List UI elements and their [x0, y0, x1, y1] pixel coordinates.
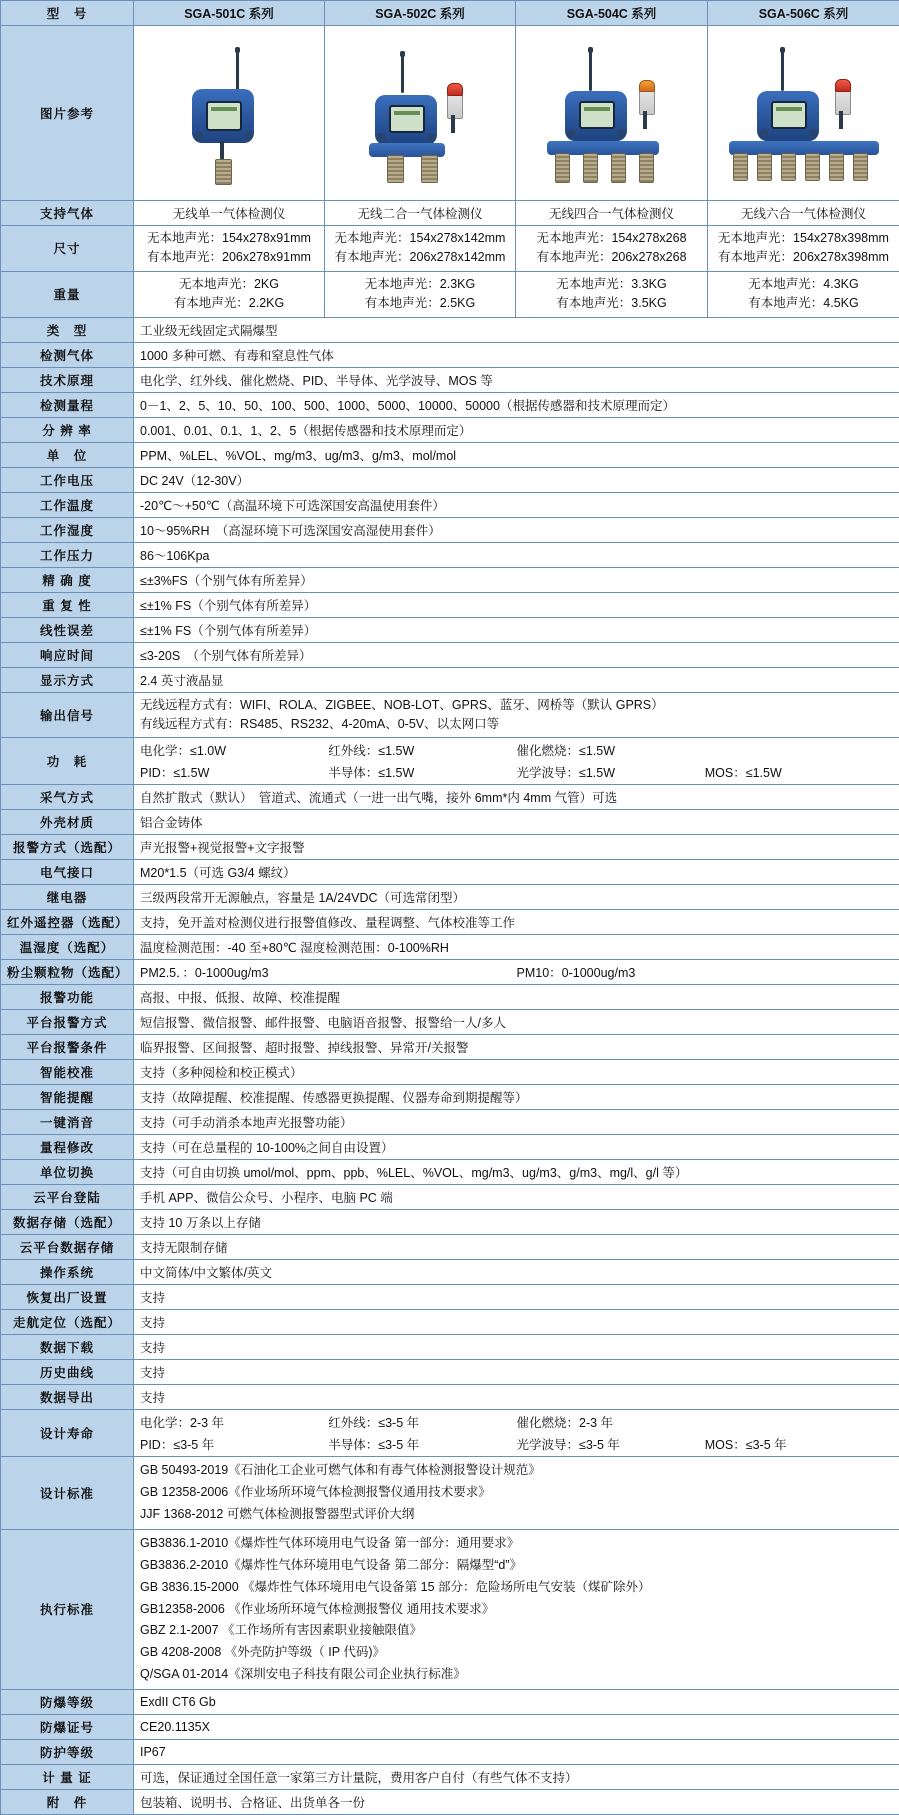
- ip-level-label: 防护等级: [1, 1740, 134, 1765]
- work-temp-label: 工作温度: [1, 492, 134, 517]
- lifetime-item-8: MOS：≤3-5 年: [705, 1435, 893, 1453]
- cloud-login-value: 手机 APP、微信公众号、小程序、电脑 PC 端: [134, 1185, 899, 1210]
- output-wired: 有线远程方式有：RS485、RS232、4-20mA、0-5V、以太网口等: [140, 715, 893, 734]
- data-store-label: 数据存储（选配）: [1, 1210, 134, 1235]
- size-1-no-alarm: 无本地声光：154x278x91mm: [140, 229, 318, 248]
- power-item-3: 催化燃烧：≤1.5W: [517, 741, 705, 759]
- size-1-with-alarm: 有本地声光：206x278x91mm: [140, 248, 318, 267]
- accuracy-label: 精 确 度: [1, 567, 134, 592]
- sampling-value: 自然扩散式（默认） 管道式、流通式（一进一出气嘴，接外 6mm*内 4mm 气管）可选: [134, 785, 899, 810]
- accessories-value: 包装箱、说明书、合格证、出货单各一份: [134, 1790, 899, 1815]
- relay-label: 继电器: [1, 885, 134, 910]
- weight-col-3: [516, 271, 708, 317]
- resolution-row: [1, 417, 899, 442]
- tech-principle-row: [1, 367, 899, 392]
- weight-row: [1, 271, 899, 317]
- temp-humidity-label: 温湿度（选配）: [1, 935, 134, 960]
- data-export-value: 支持: [134, 1385, 899, 1410]
- gps-row: [1, 1310, 899, 1335]
- repeat-value: ≤±1% FS（个别气体有所差异）: [134, 592, 899, 617]
- work-temp-row: [1, 492, 899, 517]
- power-item-6: 半导体：≤1.5W: [328, 763, 516, 781]
- model-label: 型 号: [1, 1, 134, 26]
- design-standard-item-3: JJF 1368-2012 可燃气体检测报警器型式评价大纲: [140, 1504, 893, 1526]
- device-image-501c: [134, 26, 325, 201]
- smart-calibration-label: 智能校准: [1, 1060, 134, 1085]
- shell-value: 铝合金铸体: [134, 810, 899, 835]
- history-curve-value: 支持: [134, 1360, 899, 1385]
- execution-standard-item-1: GB3836.1-2010《爆炸性气体环境用电气设备 第一部分：通用要求》: [140, 1533, 893, 1555]
- size-2-with-alarm: 有本地声光：206x278x142mm: [331, 248, 509, 267]
- resolution-label: 分 辨 率: [1, 417, 134, 442]
- size-4-no-alarm: 无本地声光：154x278x398mm: [714, 229, 893, 248]
- linear-error-row: [1, 617, 899, 642]
- response-row: [1, 642, 899, 667]
- data-download-value: 支持: [134, 1335, 899, 1360]
- design-standard-item-2: GB 12358-2006《作业场所环境气体检测报警仪通用技术要求》: [140, 1482, 893, 1504]
- voltage-value: DC 24V（12-30V）: [134, 467, 899, 492]
- power-label: 功 耗: [1, 738, 134, 785]
- gps-value: 支持: [134, 1310, 899, 1335]
- tech-principle-label: 技术原理: [1, 367, 134, 392]
- image-reference-row: [1, 26, 899, 201]
- resolution-value: 0.001、0.01、0.1、1、2、5（根据传感器和技术原理而定）: [134, 417, 899, 442]
- linear-error-value: ≤±1% FS（个别气体有所差异）: [134, 617, 899, 642]
- cloud-login-row: [1, 1185, 899, 1210]
- temp-humidity-value: 温度检测范围：-40 至+80℃ 湿度检测范围：0-100%RH: [134, 935, 899, 960]
- model-col-1: SGA-501C 系列: [134, 1, 325, 26]
- ex-cert-row: [1, 1715, 899, 1740]
- output-signal-label: 输出信号: [1, 692, 134, 738]
- device-image-506c: [708, 26, 899, 201]
- lifetime-item-5: PID：≤3-5 年: [140, 1435, 328, 1453]
- detect-gas-value: 1000 多种可燃、有毒和窒息性气体: [134, 342, 899, 367]
- work-pressure-row: [1, 542, 899, 567]
- range-modify-value: 支持（可在总量程的 10-100%之间自由设置）: [134, 1135, 899, 1160]
- support-gas-1: 无线单一气体检测仪: [134, 201, 325, 226]
- dust-row: [1, 960, 899, 985]
- alarm-mode-value: 声光报警+视觉报警+文字报警: [134, 835, 899, 860]
- ex-level-label: 防爆等级: [1, 1690, 134, 1715]
- size-col-4: [708, 226, 899, 272]
- alarm-func-value: 高报、中报、低报、故障、校准提醒: [134, 985, 899, 1010]
- device-image-504c: [516, 26, 708, 201]
- lifetime-item-3: 催化燃烧：2-3 年: [517, 1413, 705, 1431]
- ex-cert-label: 防爆证号: [1, 1715, 134, 1740]
- smart-remind-value: 支持（故障提醒、校准提醒、传感器更换提醒、仪器寿命到期提醒等）: [134, 1085, 899, 1110]
- design-standard-row: [1, 1457, 899, 1530]
- os-row: [1, 1260, 899, 1285]
- lifetime-item-2: 红外线：≤3-5 年: [328, 1413, 516, 1431]
- size-label: 尺寸: [1, 226, 134, 272]
- size-2-no-alarm: 无本地声光：154x278x142mm: [331, 229, 509, 248]
- data-store-value: 支持 10 万条以上存储: [134, 1210, 899, 1235]
- size-4-with-alarm: 有本地声光：206x278x398mm: [714, 248, 893, 267]
- data-download-label: 数据下载: [1, 1335, 134, 1360]
- power-row: [1, 738, 899, 785]
- lifetime-item-6: 半导体：≤3-5 年: [328, 1435, 516, 1453]
- metrology-row: [1, 1765, 899, 1790]
- accuracy-row: [1, 567, 899, 592]
- ip-level-row: [1, 1740, 899, 1765]
- os-value: 中文简体/中文繁体/英文: [134, 1260, 899, 1285]
- weight-col-4: [708, 271, 899, 317]
- metrology-label: 计 量 证: [1, 1765, 134, 1790]
- platform-condition-value: 临界报警、区间报警、超时报警、掉线报警、异常开/关报警: [134, 1035, 899, 1060]
- weight-label: 重量: [1, 271, 134, 317]
- smart-calibration-row: [1, 1060, 899, 1085]
- ex-level-value: ExdII CT6 Gb: [134, 1690, 899, 1715]
- power-item-1: 电化学：≤1.0W: [140, 741, 328, 759]
- temp-humidity-row: [1, 935, 899, 960]
- mute-label: 一键消音: [1, 1110, 134, 1135]
- size-col-3: [516, 226, 708, 272]
- weight-1-with-alarm: 有本地声光：2.2KG: [140, 294, 318, 313]
- history-curve-label: 历史曲线: [1, 1360, 134, 1385]
- range-modify-label: 量程修改: [1, 1135, 134, 1160]
- smart-calibration-value: 支持（多种阅检和校正模式）: [134, 1060, 899, 1085]
- smart-remind-row: [1, 1085, 899, 1110]
- range-row: [1, 392, 899, 417]
- response-label: 响应时间: [1, 642, 134, 667]
- unit-switch-row: [1, 1160, 899, 1185]
- os-label: 操作系统: [1, 1260, 134, 1285]
- factory-reset-label: 恢复出厂设置: [1, 1285, 134, 1310]
- lifetime-item-7: 光学波导：≤3-5 年: [517, 1435, 705, 1453]
- voltage-row: [1, 467, 899, 492]
- cloud-store-label: 云平台数据存储: [1, 1235, 134, 1260]
- execution-standard-item-2: GB3836.2-2010《爆炸性气体环境用电气设备 第二部分：隔爆型“d”》: [140, 1555, 893, 1577]
- electrical-port-row: [1, 860, 899, 885]
- platform-alarm-row: [1, 1010, 899, 1035]
- output-signal-value: [134, 692, 899, 738]
- range-value: 0－1、2、5、10、50、100、500、1000、5000、10000、50000（根据传感器和技术原理而定）: [134, 392, 899, 417]
- weight-4-no-alarm: 无本地声光：4.3KG: [714, 275, 893, 294]
- display-value: 2.4 英寸液晶显: [134, 667, 899, 692]
- lifetime-value: [134, 1410, 899, 1457]
- metrology-value: 可选，保证通过全国任意一家第三方计量院，费用客户自付（有些气体不支持）: [134, 1765, 899, 1790]
- linear-error-label: 线性误差: [1, 617, 134, 642]
- work-temp-value: -20℃～+50℃（高温环境下可选深国安高温使用套件）: [134, 492, 899, 517]
- execution-standard-row: [1, 1529, 899, 1689]
- image-ref-label: 图片参考: [1, 26, 134, 201]
- mute-row: [1, 1110, 899, 1135]
- ir-remote-label: 红外遥控器（选配）: [1, 910, 134, 935]
- history-curve-row: [1, 1360, 899, 1385]
- size-col-1: [134, 226, 325, 272]
- work-humidity-label: 工作湿度: [1, 517, 134, 542]
- weight-3-no-alarm: 无本地声光：3.3KG: [522, 275, 701, 294]
- relay-value: 三级两段常开无源触点，容量是 1A/24VDC（可选常闭型）: [134, 885, 899, 910]
- mute-value: 支持（可手动消杀本地声光报警功能）: [134, 1110, 899, 1135]
- platform-alarm-value: 短信报警、微信报警、邮件报警、电脑语音报警、报警给一人/多人: [134, 1010, 899, 1035]
- range-modify-row: [1, 1135, 899, 1160]
- ex-cert-value: CE20.1135X: [134, 1715, 899, 1740]
- execution-standard-item-7: Q/SGA 01-2014《深圳安电子科技有限公司企业执行标准》: [140, 1664, 893, 1686]
- factory-reset-value: 支持: [134, 1285, 899, 1310]
- support-gas-label: 支持气体: [1, 201, 134, 226]
- unit-label: 单 位: [1, 442, 134, 467]
- platform-condition-label: 平台报警条件: [1, 1035, 134, 1060]
- display-row: [1, 667, 899, 692]
- data-export-row: [1, 1385, 899, 1410]
- size-3-no-alarm: 无本地声光：154x278x268: [522, 229, 701, 248]
- support-gas-2: 无线二合一气体检测仪: [325, 201, 516, 226]
- execution-standard-item-5: GBZ 2.1-2007 《工作场所有害因素职业接触限值》: [140, 1620, 893, 1642]
- ir-remote-value: 支持，免开盖对检测仪进行报警值修改、量程调整、气体校准等工作: [134, 910, 899, 935]
- shell-label: 外壳材质: [1, 810, 134, 835]
- type-label: 类 型: [1, 317, 134, 342]
- work-pressure-value: 86～106Kpa: [134, 542, 899, 567]
- range-label: 检测量程: [1, 392, 134, 417]
- work-humidity-row: [1, 517, 899, 542]
- model-col-3: SGA-504C 系列: [516, 1, 708, 26]
- alarm-mode-label: 报警方式（选配）: [1, 835, 134, 860]
- power-item-4: [705, 741, 893, 759]
- sampling-label: 采气方式: [1, 785, 134, 810]
- execution-standard-item-6: GB 4208-2008 《外壳防护等级（ IP 代码)》: [140, 1642, 893, 1664]
- ex-level-row: [1, 1690, 899, 1715]
- design-standard-item-1: GB 50493-2019《石油化工企业可燃气体和有毒气体检测报警设计规范》: [140, 1460, 893, 1482]
- lifetime-item-4: [705, 1413, 893, 1431]
- design-standard-label: 设计标准: [1, 1457, 134, 1530]
- electrical-port-value: M20*1.5（可选 G3/4 螺纹）: [134, 860, 899, 885]
- weight-2-with-alarm: 有本地声光：2.5KG: [331, 294, 509, 313]
- unit-switch-value: 支持（可自由切换 umol/mol、ppm、ppb、%LEL、%VOL、mg/m3、ug/m3、g/m3、mg/l、g/l 等）: [134, 1160, 899, 1185]
- cloud-store-value: 支持无限制存储: [134, 1235, 899, 1260]
- electrical-port-label: 电气接口: [1, 860, 134, 885]
- dust-label: 粉尘颗粒物（选配）: [1, 960, 134, 985]
- voltage-label: 工作电压: [1, 467, 134, 492]
- smart-remind-label: 智能提醒: [1, 1085, 134, 1110]
- device-image-502c: [325, 26, 516, 201]
- power-value: [134, 738, 899, 785]
- detect-gas-label: 检测气体: [1, 342, 134, 367]
- execution-standard-item-4: GB12358-2006 《作业场所环境气体检测报警仪 通用技术要求》: [140, 1599, 893, 1621]
- output-signal-row: [1, 692, 899, 738]
- power-item-8: MOS：≤1.5W: [705, 763, 893, 781]
- unit-row: [1, 442, 899, 467]
- size-3-with-alarm: 有本地声光：206x278x268: [522, 248, 701, 267]
- size-row: [1, 226, 899, 272]
- ip-level-value: IP67: [134, 1740, 899, 1765]
- repeat-row: [1, 592, 899, 617]
- sampling-row: [1, 785, 899, 810]
- accessories-label: 附 件: [1, 1790, 134, 1815]
- unit-value: PPM、%LEL、%VOL、mg/m3、ug/m3、g/m3、mol/mol: [134, 442, 899, 467]
- cloud-store-row: [1, 1235, 899, 1260]
- detect-gas-row: [1, 342, 899, 367]
- weight-col-1: [134, 271, 325, 317]
- alarm-func-row: [1, 985, 899, 1010]
- alarm-mode-row: [1, 835, 899, 860]
- weight-1-no-alarm: 无本地声光：2KG: [140, 275, 318, 294]
- model-col-2: SGA-502C 系列: [325, 1, 516, 26]
- unit-switch-label: 单位切换: [1, 1160, 134, 1185]
- ir-remote-row: [1, 910, 899, 935]
- table-header-row: [1, 1, 899, 26]
- output-wireless: 无线远程方式有：WIFI、ROLA、ZIGBEE、NOB-LOT、GPRS、蓝牙、网桥等（默认 GPRS）: [140, 696, 893, 715]
- support-gas-row: [1, 201, 899, 226]
- power-item-5: PID：≤1.5W: [140, 763, 328, 781]
- data-export-label: 数据导出: [1, 1385, 134, 1410]
- factory-reset-row: [1, 1285, 899, 1310]
- accessories-row: [1, 1790, 899, 1815]
- support-gas-3: 无线四合一气体检测仪: [516, 201, 708, 226]
- alarm-func-label: 报警功能: [1, 985, 134, 1010]
- accuracy-value: ≤±3%FS（个别气体有所差异）: [134, 567, 899, 592]
- dust-pm25: PM2.5．：0-1000ug/m3: [140, 963, 517, 981]
- display-label: 显示方式: [1, 667, 134, 692]
- work-pressure-label: 工作压力: [1, 542, 134, 567]
- weight-col-2: [325, 271, 516, 317]
- platform-alarm-label: 平台报警方式: [1, 1010, 134, 1035]
- shell-row: [1, 810, 899, 835]
- relay-row: [1, 885, 899, 910]
- design-standard-value: [134, 1457, 899, 1530]
- execution-standard-item-3: GB 3836.15-2000 《爆炸性气体环境用电气设备第 15 部分：危险场所电气安装（煤矿除外）: [140, 1577, 893, 1599]
- size-col-2: [325, 226, 516, 272]
- weight-3-with-alarm: 有本地声光：3.5KG: [522, 294, 701, 313]
- dust-value: [134, 960, 899, 985]
- weight-2-no-alarm: 无本地声光：2.3KG: [331, 275, 509, 294]
- execution-standard-value: [134, 1529, 899, 1689]
- data-download-row: [1, 1335, 899, 1360]
- gps-label: 走航定位（选配）: [1, 1310, 134, 1335]
- repeat-label: 重 复 性: [1, 592, 134, 617]
- lifetime-row: [1, 1410, 899, 1457]
- data-store-row: [1, 1210, 899, 1235]
- work-humidity-value: 10～95%RH （高湿环境下可选深国安高湿使用套件）: [134, 517, 899, 542]
- type-row: [1, 317, 899, 342]
- weight-4-with-alarm: 有本地声光：4.5KG: [714, 294, 893, 313]
- model-col-4: SGA-506C 系列: [708, 1, 899, 26]
- power-item-7: 光学波导：≤1.5W: [517, 763, 705, 781]
- power-item-2: 红外线：≤1.5W: [328, 741, 516, 759]
- execution-standard-label: 执行标准: [1, 1529, 134, 1689]
- platform-condition-row: [1, 1035, 899, 1060]
- response-value: ≤3-20S （个别气体有所差异）: [134, 642, 899, 667]
- type-value: 工业级无线固定式隔爆型: [134, 317, 899, 342]
- lifetime-item-1: 电化学：2-3 年: [140, 1413, 328, 1431]
- cloud-login-label: 云平台登陆: [1, 1185, 134, 1210]
- lifetime-label: 设计寿命: [1, 1410, 134, 1457]
- tech-principle-value: 电化学、红外线、催化燃烧、PID、半导体、光学波导、MOS 等: [134, 367, 899, 392]
- dust-pm10: PM10：0-1000ug/m3: [517, 963, 894, 981]
- support-gas-4: 无线六合一气体检测仪: [708, 201, 899, 226]
